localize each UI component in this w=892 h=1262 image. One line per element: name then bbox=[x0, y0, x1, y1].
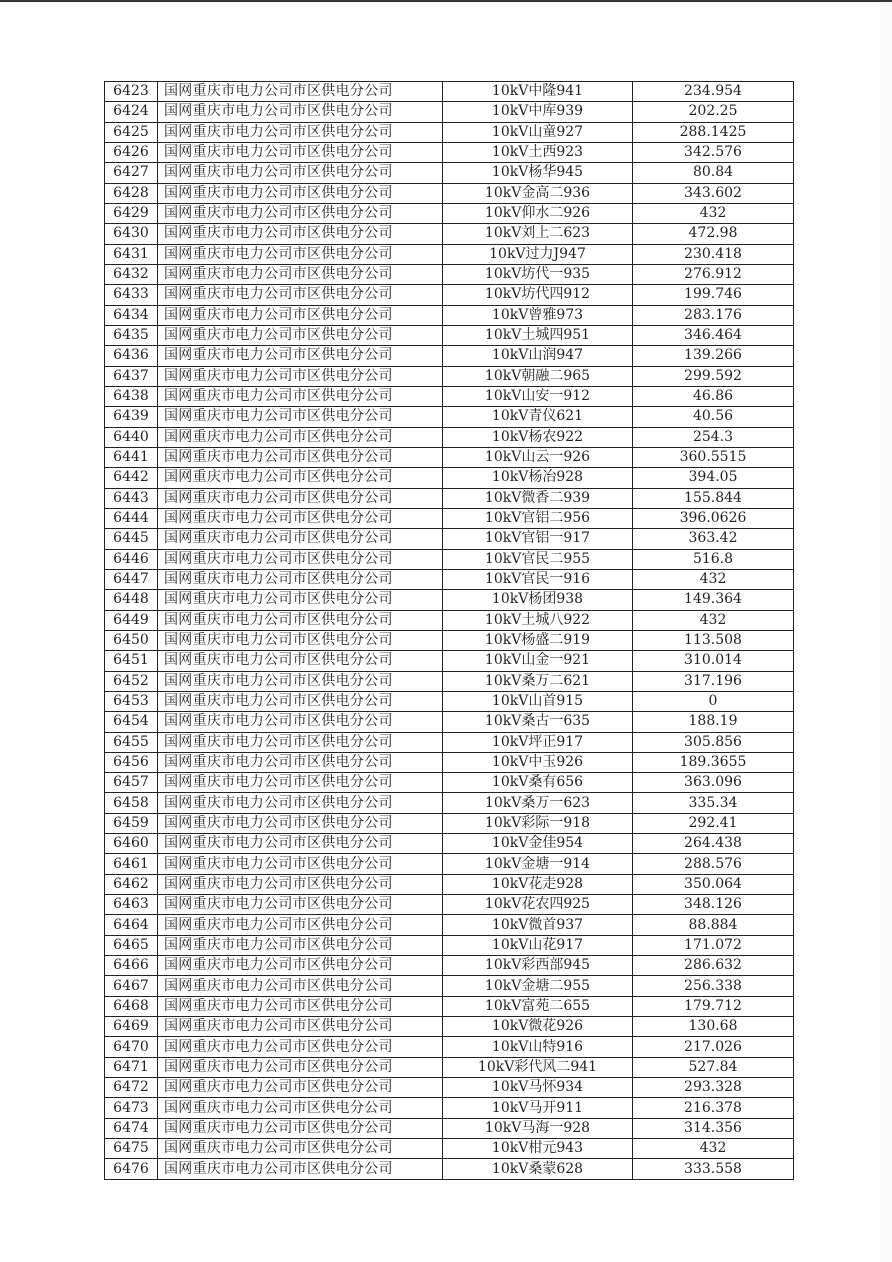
value-cell: 363.096 bbox=[633, 773, 794, 793]
line-name-cell: 10kV中玉926 bbox=[443, 752, 633, 772]
value-cell: 363.42 bbox=[633, 529, 794, 549]
table-row bbox=[105, 935, 794, 955]
value-cell: 432 bbox=[633, 610, 794, 630]
line-name-cell: 10kV杨农922 bbox=[443, 427, 633, 447]
value-cell: 264.438 bbox=[633, 834, 794, 854]
org-cell: 国网重庆市电力公司市区供电分公司 bbox=[158, 325, 443, 345]
org-cell: 国网重庆市电力公司市区供电分公司 bbox=[158, 590, 443, 610]
table-row bbox=[105, 732, 794, 752]
org-cell: 国网重庆市电力公司市区供电分公司 bbox=[158, 142, 443, 162]
value-cell: 333.558 bbox=[633, 1159, 794, 1179]
org-cell: 国网重庆市电力公司市区供电分公司 bbox=[158, 244, 443, 264]
org-cell: 国网重庆市电力公司市区供电分公司 bbox=[158, 691, 443, 711]
org-cell: 国网重庆市电力公司市区供电分公司 bbox=[158, 732, 443, 752]
value-cell: 346.464 bbox=[633, 325, 794, 345]
page-top-border bbox=[0, 0, 892, 2]
row-id-cell: 6432 bbox=[105, 264, 158, 284]
row-id-cell: 6460 bbox=[105, 834, 158, 854]
line-name-cell: 10kV花农四925 bbox=[443, 895, 633, 915]
table-row bbox=[105, 264, 794, 284]
org-cell: 国网重庆市电力公司市区供电分公司 bbox=[158, 386, 443, 406]
row-id-cell: 6443 bbox=[105, 488, 158, 508]
value-cell: 230.418 bbox=[633, 244, 794, 264]
line-name-cell: 10kV坊代四912 bbox=[443, 285, 633, 305]
org-cell: 国网重庆市电力公司市区供电分公司 bbox=[158, 1098, 443, 1118]
org-cell: 国网重庆市电力公司市区供电分公司 bbox=[158, 427, 443, 447]
org-cell: 国网重庆市电力公司市区供电分公司 bbox=[158, 1057, 443, 1077]
table-row bbox=[105, 224, 794, 244]
org-cell: 国网重庆市电力公司市区供电分公司 bbox=[158, 508, 443, 528]
value-cell: 254.3 bbox=[633, 427, 794, 447]
table-row bbox=[105, 630, 794, 650]
table-row bbox=[105, 407, 794, 427]
data-table bbox=[104, 81, 794, 1180]
line-name-cell: 10kV金塘二955 bbox=[443, 976, 633, 996]
value-cell: 432 bbox=[633, 1139, 794, 1159]
row-id-cell: 6463 bbox=[105, 895, 158, 915]
line-name-cell: 10kV山花917 bbox=[443, 935, 633, 955]
row-id-cell: 6450 bbox=[105, 630, 158, 650]
row-id-cell: 6437 bbox=[105, 366, 158, 386]
value-cell: 155.844 bbox=[633, 488, 794, 508]
line-name-cell: 10kV彩际一918 bbox=[443, 813, 633, 833]
value-cell: 527.84 bbox=[633, 1057, 794, 1077]
row-id-cell: 6468 bbox=[105, 996, 158, 1016]
row-id-cell: 6424 bbox=[105, 102, 158, 122]
line-name-cell: 10kV柑元943 bbox=[443, 1139, 633, 1159]
org-cell: 国网重庆市电力公司市区供电分公司 bbox=[158, 468, 443, 488]
row-id-cell: 6475 bbox=[105, 1139, 158, 1159]
line-name-cell: 10kV官民一916 bbox=[443, 569, 633, 589]
org-cell: 国网重庆市电力公司市区供电分公司 bbox=[158, 569, 443, 589]
table-row bbox=[105, 976, 794, 996]
line-name-cell: 10kV青仪621 bbox=[443, 407, 633, 427]
value-cell: 217.026 bbox=[633, 1037, 794, 1057]
row-id-cell: 6445 bbox=[105, 529, 158, 549]
table-row bbox=[105, 102, 794, 122]
line-name-cell: 10kV山金一921 bbox=[443, 651, 633, 671]
value-cell: 288.1425 bbox=[633, 122, 794, 142]
line-name-cell: 10kV官铝二956 bbox=[443, 508, 633, 528]
table-row bbox=[105, 1098, 794, 1118]
line-name-cell: 10kV山童927 bbox=[443, 122, 633, 142]
table-row bbox=[105, 427, 794, 447]
line-name-cell: 10kV桑蒙628 bbox=[443, 1159, 633, 1179]
row-id-cell: 6467 bbox=[105, 976, 158, 996]
org-cell: 国网重庆市电力公司市区供电分公司 bbox=[158, 956, 443, 976]
org-cell: 国网重庆市电力公司市区供电分公司 bbox=[158, 102, 443, 122]
row-id-cell: 6444 bbox=[105, 508, 158, 528]
table-row bbox=[105, 712, 794, 732]
row-id-cell: 6451 bbox=[105, 651, 158, 671]
value-cell: 516.8 bbox=[633, 549, 794, 569]
line-name-cell: 10kV花走928 bbox=[443, 874, 633, 894]
value-cell: 286.632 bbox=[633, 956, 794, 976]
value-cell: 40.56 bbox=[633, 407, 794, 427]
org-cell: 国网重庆市电力公司市区供电分公司 bbox=[158, 610, 443, 630]
table-row bbox=[105, 996, 794, 1016]
row-id-cell: 6446 bbox=[105, 549, 158, 569]
row-id-cell: 6456 bbox=[105, 752, 158, 772]
line-name-cell: 10kV富苑二655 bbox=[443, 996, 633, 1016]
row-id-cell: 6436 bbox=[105, 346, 158, 366]
org-cell: 国网重庆市电力公司市区供电分公司 bbox=[158, 549, 443, 569]
table-row bbox=[105, 834, 794, 854]
table-row bbox=[105, 874, 794, 894]
line-name-cell: 10kV桑万二621 bbox=[443, 671, 633, 691]
row-id-cell: 6473 bbox=[105, 1098, 158, 1118]
row-id-cell: 6431 bbox=[105, 244, 158, 264]
table-row bbox=[105, 691, 794, 711]
org-cell: 国网重庆市电力公司市区供电分公司 bbox=[158, 122, 443, 142]
row-id-cell: 6455 bbox=[105, 732, 158, 752]
value-cell: 234.954 bbox=[633, 82, 794, 102]
org-cell: 国网重庆市电力公司市区供电分公司 bbox=[158, 752, 443, 772]
table-row bbox=[105, 590, 794, 610]
org-cell: 国网重庆市电力公司市区供电分公司 bbox=[158, 1118, 443, 1138]
table-row bbox=[105, 244, 794, 264]
value-cell: 199.746 bbox=[633, 285, 794, 305]
line-name-cell: 10kV马开911 bbox=[443, 1098, 633, 1118]
value-cell: 88.884 bbox=[633, 915, 794, 935]
org-cell: 国网重庆市电力公司市区供电分公司 bbox=[158, 529, 443, 549]
line-name-cell: 10kV曾雅973 bbox=[443, 305, 633, 325]
line-name-cell: 10kV中隆941 bbox=[443, 82, 633, 102]
line-name-cell: 10kV杨华945 bbox=[443, 163, 633, 183]
value-cell: 80.84 bbox=[633, 163, 794, 183]
row-id-cell: 6435 bbox=[105, 325, 158, 345]
line-name-cell: 10kV杨冶928 bbox=[443, 468, 633, 488]
row-id-cell: 6472 bbox=[105, 1078, 158, 1098]
org-cell: 国网重庆市电力公司市区供电分公司 bbox=[158, 305, 443, 325]
line-name-cell: 10kV朝融二965 bbox=[443, 366, 633, 386]
table-row bbox=[105, 346, 794, 366]
org-cell: 国网重庆市电力公司市区供电分公司 bbox=[158, 813, 443, 833]
value-cell: 360.5515 bbox=[633, 447, 794, 467]
value-cell: 276.912 bbox=[633, 264, 794, 284]
row-id-cell: 6439 bbox=[105, 407, 158, 427]
table-row bbox=[105, 813, 794, 833]
value-cell: 288.576 bbox=[633, 854, 794, 874]
line-name-cell: 10kV土西923 bbox=[443, 142, 633, 162]
line-name-cell: 10kV微花926 bbox=[443, 1017, 633, 1037]
line-name-cell: 10kV马怀934 bbox=[443, 1078, 633, 1098]
table-row bbox=[105, 529, 794, 549]
row-id-cell: 6427 bbox=[105, 163, 158, 183]
row-id-cell: 6458 bbox=[105, 793, 158, 813]
org-cell: 国网重庆市电力公司市区供电分公司 bbox=[158, 1078, 443, 1098]
table-row bbox=[105, 183, 794, 203]
row-id-cell: 6438 bbox=[105, 386, 158, 406]
row-id-cell: 6453 bbox=[105, 691, 158, 711]
line-name-cell: 10kV中库939 bbox=[443, 102, 633, 122]
row-id-cell: 6442 bbox=[105, 468, 158, 488]
value-cell: 317.196 bbox=[633, 671, 794, 691]
org-cell: 国网重庆市电力公司市区供电分公司 bbox=[158, 773, 443, 793]
value-cell: 256.338 bbox=[633, 976, 794, 996]
line-name-cell: 10kV微首937 bbox=[443, 915, 633, 935]
line-name-cell: 10kV桑有656 bbox=[443, 773, 633, 793]
table-row bbox=[105, 122, 794, 142]
line-name-cell: 10kV金高二936 bbox=[443, 183, 633, 203]
org-cell: 国网重庆市电力公司市区供电分公司 bbox=[158, 264, 443, 284]
table-row bbox=[105, 915, 794, 935]
table-row bbox=[105, 854, 794, 874]
table-row bbox=[105, 508, 794, 528]
value-cell: 171.072 bbox=[633, 935, 794, 955]
row-id-cell: 6440 bbox=[105, 427, 158, 447]
line-name-cell: 10kV仰水二926 bbox=[443, 203, 633, 223]
value-cell: 293.328 bbox=[633, 1078, 794, 1098]
row-id-cell: 6459 bbox=[105, 813, 158, 833]
org-cell: 国网重庆市电力公司市区供电分公司 bbox=[158, 915, 443, 935]
line-name-cell: 10kV山首915 bbox=[443, 691, 633, 711]
table-row bbox=[105, 549, 794, 569]
org-cell: 国网重庆市电力公司市区供电分公司 bbox=[158, 1037, 443, 1057]
row-id-cell: 6454 bbox=[105, 712, 158, 732]
table-row bbox=[105, 1078, 794, 1098]
line-name-cell: 10kV过力J947 bbox=[443, 244, 633, 264]
org-cell: 国网重庆市电力公司市区供电分公司 bbox=[158, 346, 443, 366]
line-name-cell: 10kV官铝一917 bbox=[443, 529, 633, 549]
org-cell: 国网重庆市电力公司市区供电分公司 bbox=[158, 163, 443, 183]
row-id-cell: 6464 bbox=[105, 915, 158, 935]
org-cell: 国网重庆市电力公司市区供电分公司 bbox=[158, 630, 443, 650]
org-cell: 国网重庆市电力公司市区供电分公司 bbox=[158, 935, 443, 955]
table-row bbox=[105, 1159, 794, 1179]
row-id-cell: 6447 bbox=[105, 569, 158, 589]
org-cell: 国网重庆市电力公司市区供电分公司 bbox=[158, 895, 443, 915]
value-cell: 113.508 bbox=[633, 630, 794, 650]
table-row bbox=[105, 671, 794, 691]
org-cell: 国网重庆市电力公司市区供电分公司 bbox=[158, 224, 443, 244]
value-cell: 310.014 bbox=[633, 651, 794, 671]
value-cell: 299.592 bbox=[633, 366, 794, 386]
value-cell: 202.25 bbox=[633, 102, 794, 122]
value-cell: 350.064 bbox=[633, 874, 794, 894]
line-name-cell: 10kV桑万一623 bbox=[443, 793, 633, 813]
org-cell: 国网重庆市电力公司市区供电分公司 bbox=[158, 183, 443, 203]
line-name-cell: 10kV山安一912 bbox=[443, 386, 633, 406]
row-id-cell: 6423 bbox=[105, 82, 158, 102]
table-row bbox=[105, 1017, 794, 1037]
table-row bbox=[105, 569, 794, 589]
row-id-cell: 6465 bbox=[105, 935, 158, 955]
row-id-cell: 6461 bbox=[105, 854, 158, 874]
line-name-cell: 10kV山润947 bbox=[443, 346, 633, 366]
org-cell: 国网重庆市电力公司市区供电分公司 bbox=[158, 874, 443, 894]
table-row bbox=[105, 956, 794, 976]
line-name-cell: 10kV土城四951 bbox=[443, 325, 633, 345]
line-name-cell: 10kV杨盛二919 bbox=[443, 630, 633, 650]
row-id-cell: 6429 bbox=[105, 203, 158, 223]
table-row bbox=[105, 773, 794, 793]
line-name-cell: 10kV山特916 bbox=[443, 1037, 633, 1057]
table-body bbox=[105, 82, 794, 1180]
page-right-edge bbox=[880, 2, 892, 1262]
table-row bbox=[105, 386, 794, 406]
table-row bbox=[105, 325, 794, 345]
line-name-cell: 10kV坪正917 bbox=[443, 732, 633, 752]
row-id-cell: 6466 bbox=[105, 956, 158, 976]
row-id-cell: 6452 bbox=[105, 671, 158, 691]
row-id-cell: 6433 bbox=[105, 285, 158, 305]
row-id-cell: 6471 bbox=[105, 1057, 158, 1077]
table-row bbox=[105, 142, 794, 162]
row-id-cell: 6470 bbox=[105, 1037, 158, 1057]
row-id-cell: 6425 bbox=[105, 122, 158, 142]
org-cell: 国网重庆市电力公司市区供电分公司 bbox=[158, 447, 443, 467]
line-name-cell: 10kV杨团938 bbox=[443, 590, 633, 610]
org-cell: 国网重庆市电力公司市区供电分公司 bbox=[158, 712, 443, 732]
table-row bbox=[105, 1057, 794, 1077]
table-row bbox=[105, 610, 794, 630]
row-id-cell: 6474 bbox=[105, 1118, 158, 1138]
line-name-cell: 10kV山云一926 bbox=[443, 447, 633, 467]
row-id-cell: 6449 bbox=[105, 610, 158, 630]
value-cell: 335.34 bbox=[633, 793, 794, 813]
row-id-cell: 6457 bbox=[105, 773, 158, 793]
table-row bbox=[105, 468, 794, 488]
org-cell: 国网重庆市电力公司市区供电分公司 bbox=[158, 854, 443, 874]
value-cell: 472.98 bbox=[633, 224, 794, 244]
org-cell: 国网重庆市电力公司市区供电分公司 bbox=[158, 1017, 443, 1037]
line-name-cell: 10kV土城八922 bbox=[443, 610, 633, 630]
line-name-cell: 10kV金佳954 bbox=[443, 834, 633, 854]
row-id-cell: 6426 bbox=[105, 142, 158, 162]
value-cell: 130.68 bbox=[633, 1017, 794, 1037]
row-id-cell: 6469 bbox=[105, 1017, 158, 1037]
table-row bbox=[105, 793, 794, 813]
table-row bbox=[105, 1118, 794, 1138]
value-cell: 0 bbox=[633, 691, 794, 711]
org-cell: 国网重庆市电力公司市区供电分公司 bbox=[158, 1159, 443, 1179]
line-name-cell: 10kV微香二939 bbox=[443, 488, 633, 508]
value-cell: 188.19 bbox=[633, 712, 794, 732]
table-row bbox=[105, 895, 794, 915]
line-name-cell: 10kV官民二955 bbox=[443, 549, 633, 569]
value-cell: 139.266 bbox=[633, 346, 794, 366]
org-cell: 国网重庆市电力公司市区供电分公司 bbox=[158, 488, 443, 508]
value-cell: 216.378 bbox=[633, 1098, 794, 1118]
table-row bbox=[105, 305, 794, 325]
line-name-cell: 10kV刘上二623 bbox=[443, 224, 633, 244]
table-row bbox=[105, 1139, 794, 1159]
org-cell: 国网重庆市电力公司市区供电分公司 bbox=[158, 1139, 443, 1159]
line-name-cell: 10kV彩西部945 bbox=[443, 956, 633, 976]
value-cell: 396.0626 bbox=[633, 508, 794, 528]
value-cell: 314.356 bbox=[633, 1118, 794, 1138]
row-id-cell: 6430 bbox=[105, 224, 158, 244]
org-cell: 国网重庆市电力公司市区供电分公司 bbox=[158, 834, 443, 854]
value-cell: 46.86 bbox=[633, 386, 794, 406]
value-cell: 292.41 bbox=[633, 813, 794, 833]
org-cell: 国网重庆市电力公司市区供电分公司 bbox=[158, 996, 443, 1016]
org-cell: 国网重庆市电力公司市区供电分公司 bbox=[158, 285, 443, 305]
value-cell: 343.602 bbox=[633, 183, 794, 203]
org-cell: 国网重庆市电力公司市区供电分公司 bbox=[158, 366, 443, 386]
value-cell: 283.176 bbox=[633, 305, 794, 325]
value-cell: 432 bbox=[633, 569, 794, 589]
row-id-cell: 6462 bbox=[105, 874, 158, 894]
row-id-cell: 6441 bbox=[105, 447, 158, 467]
org-cell: 国网重庆市电力公司市区供电分公司 bbox=[158, 203, 443, 223]
table-row bbox=[105, 203, 794, 223]
table-row bbox=[105, 1037, 794, 1057]
table-row bbox=[105, 366, 794, 386]
table-row bbox=[105, 82, 794, 102]
value-cell: 189.3655 bbox=[633, 752, 794, 772]
line-name-cell: 10kV马海一928 bbox=[443, 1118, 633, 1138]
line-name-cell: 10kV桑古一635 bbox=[443, 712, 633, 732]
org-cell: 国网重庆市电力公司市区供电分公司 bbox=[158, 793, 443, 813]
org-cell: 国网重庆市电力公司市区供电分公司 bbox=[158, 407, 443, 427]
org-cell: 国网重庆市电力公司市区供电分公司 bbox=[158, 651, 443, 671]
value-cell: 342.576 bbox=[633, 142, 794, 162]
row-id-cell: 6448 bbox=[105, 590, 158, 610]
line-name-cell: 10kV彩代风二941 bbox=[443, 1057, 633, 1077]
line-name-cell: 10kV金塘一914 bbox=[443, 854, 633, 874]
row-id-cell: 6434 bbox=[105, 305, 158, 325]
line-name-cell: 10kV坊代一935 bbox=[443, 264, 633, 284]
org-cell: 国网重庆市电力公司市区供电分公司 bbox=[158, 976, 443, 996]
org-cell: 国网重庆市电力公司市区供电分公司 bbox=[158, 82, 443, 102]
table-row bbox=[105, 285, 794, 305]
row-id-cell: 6428 bbox=[105, 183, 158, 203]
table-row bbox=[105, 752, 794, 772]
value-cell: 179.712 bbox=[633, 996, 794, 1016]
table-row bbox=[105, 488, 794, 508]
value-cell: 432 bbox=[633, 203, 794, 223]
value-cell: 149.364 bbox=[633, 590, 794, 610]
value-cell: 394.05 bbox=[633, 468, 794, 488]
org-cell: 国网重庆市电力公司市区供电分公司 bbox=[158, 671, 443, 691]
table-row bbox=[105, 447, 794, 467]
value-cell: 305.856 bbox=[633, 732, 794, 752]
table-row bbox=[105, 163, 794, 183]
table-row bbox=[105, 651, 794, 671]
row-id-cell: 6476 bbox=[105, 1159, 158, 1179]
value-cell: 348.126 bbox=[633, 895, 794, 915]
